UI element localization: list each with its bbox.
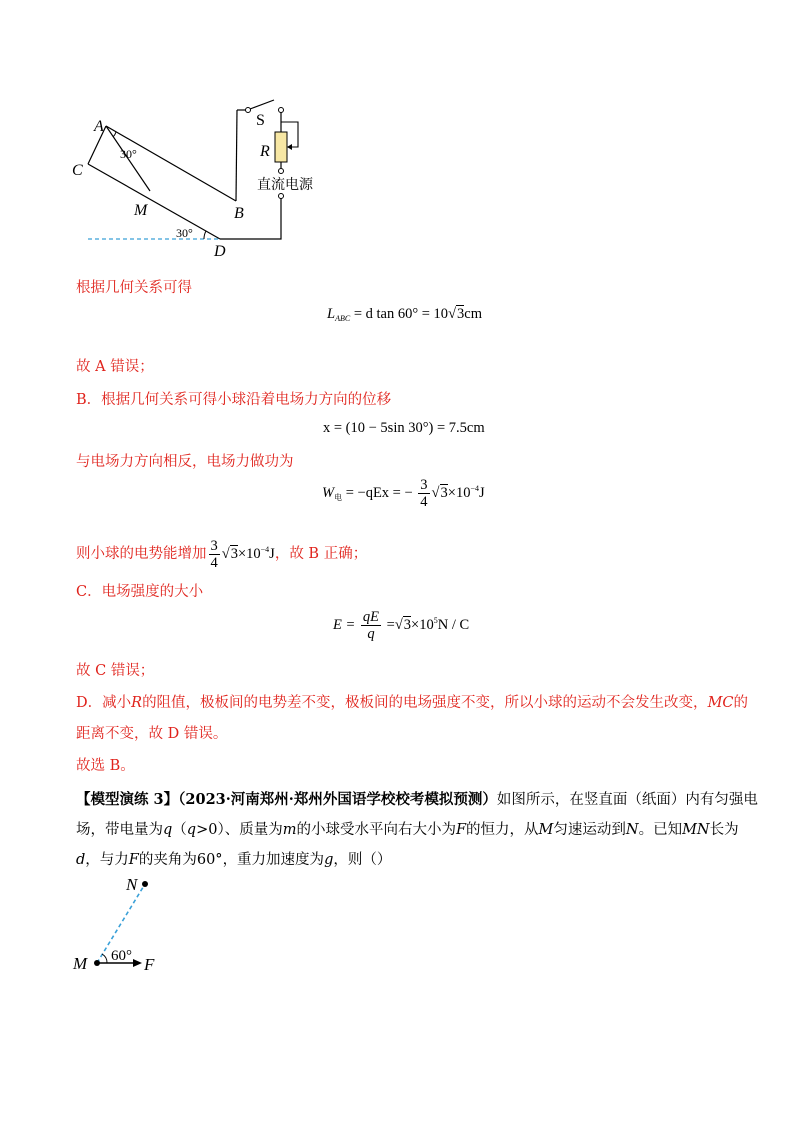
w-mid: = −qEx = − [345,484,413,501]
p2-q: q [163,822,173,838]
part-b-eq-w: $W_电 = -qEx$ = − $\frac{3}{4}$ $√3\times 10^{-4}J$ [322,477,485,510]
conc-num: 3 [210,538,218,554]
d-c: 的 [733,695,749,711]
p3-d: d [76,852,86,868]
label-n: N [126,875,138,894]
d-mc: MC [707,695,734,711]
label-m: M [134,202,148,219]
label-b: B [234,205,244,222]
wire-to-d [220,198,281,239]
part-c-equation: E = $\frac{qE}{q}$ $=√3\times 10^5N / C$ [333,609,470,642]
angle-60: 60° [111,948,132,964]
d-b: 的阻值，极板间的电势差不变，极板间的电场强度不变，所以小球的运动不会发生改变， [142,695,708,711]
e-exp: 5 [433,615,438,625]
conc-den: 4 [210,555,218,571]
part-a-conclusion: 故 A 错误； [76,359,154,375]
conc-tail: ×10 [237,545,261,562]
conc-unit: J [269,545,275,562]
eq-unit: cm [464,306,482,322]
w-den: 4 [420,494,428,510]
angle-bottom: 30° [176,226,193,240]
part-b-conclusion: 则小球的电势能增加 $\frac{3}{4}$ $√3\times 10^{-4}J$，故 B 正确； [76,538,368,571]
part-a-equation: $L_{ABC} = d$ tan 60° = 10√3cm [327,306,482,323]
p3-g: g [324,852,334,868]
p2-cond-end: >0）、质量为 [196,822,283,838]
p3-e: ，则（） [333,852,392,868]
rheostat-r [275,132,287,162]
part-b-eq-x: x = (10 − 5sin 30°) = 7.5cm [323,420,485,436]
part-a-intro: 根据几何关系可得 [76,280,192,296]
e-unit: N / C [437,616,470,633]
conc-pre: 则小球的电势能增加 [76,545,207,562]
angle-top: 30° [120,147,137,161]
part-d-line1 [76,693,748,713]
problem-tag: 【模型演练 3】 [76,791,179,808]
p3-a: ，与力 [85,852,129,868]
e-num: qE [362,609,380,625]
label-a: A [94,118,104,135]
e-lhs: E = [333,616,356,633]
p2-f: F [455,822,467,838]
problem-line3 [76,850,391,870]
p2-c: 的恒力，从 [466,822,539,838]
point-n [142,881,148,887]
part-d-line2: 距离不变，故 D 错误。 [76,726,228,742]
plate-edge-ab [106,126,236,201]
conc-exp: −4 [260,544,270,554]
circuit-figure [70,92,370,264]
problem-line1-tail: 如图所示，在竖直面（纸面）内有匀强电 [496,792,758,808]
eq-root: 3 [457,306,465,322]
point-m [94,960,100,966]
label-d: D [214,243,226,260]
p2-cond: （ [172,822,187,838]
label-c: C [72,162,83,179]
d-r: R [131,695,143,711]
plate-edge-cd [88,164,220,239]
part-c-conclusion: 故 C 错误； [76,663,155,679]
p3-c: ，重力加速度为 [222,852,325,868]
e-root: 3 [403,616,412,633]
problem-line2 [76,820,739,840]
p2-a: 场，带电量为 [76,822,163,838]
w-exp: −4 [470,483,479,493]
w-num: 3 [420,477,428,493]
p2-b: 的小球受水平向右大小为 [296,822,456,838]
label-s: S [256,112,265,129]
p2-m: m [282,822,297,838]
p2-d: 匀速运动到 [553,822,626,838]
p2-m2: M [538,822,554,838]
eq-l-sub: ABC [335,314,351,323]
problem-line1 [76,790,758,810]
p3-f: F [128,852,139,868]
e-den: q [367,626,375,642]
p2-f2: 长为 [709,822,739,838]
conc-root: 3 [230,545,238,562]
w-unit: J [478,484,485,501]
e-tail: ×10 [411,616,434,633]
w-root: 3 [440,484,448,501]
e-eq: = [386,616,395,633]
eq-rhs: = d tan 60° = 10 [353,306,449,322]
p2-n: N [625,822,639,838]
p2-cond-q: q [186,822,197,838]
w-tail: ×10 [447,484,471,501]
problem-source: （2023·河南郑州·郑州外国语学校校考模拟预测） [178,791,497,808]
power-label: 直流电源 [257,178,313,193]
force-figure [70,870,180,980]
answer: 故选 B。 [76,758,135,774]
label-f: F [144,955,155,974]
p3-b: 的夹角为 [138,852,197,868]
w-sub: 电 [334,492,343,502]
p2-mn: MN [682,822,710,838]
label-m2: M [73,954,88,973]
w-lhs: W [322,484,335,501]
d-a: D．减小 [76,695,132,711]
part-b-intro: B．根据几何关系可得小球沿着电场力方向的位移 [76,392,392,408]
label-r: R [260,143,270,160]
p3-angle: 60° [196,852,223,868]
eq-l: L [327,306,336,322]
conc-post: ，故 B 正确； [274,545,368,562]
switch-s [250,100,274,109]
part-c-intro: C．电场强度的大小 [76,584,204,600]
part-b-line2: 与电场力方向相反，电场力做功为 [76,454,294,470]
p2-e: 。已知 [638,822,683,838]
wire-b-up [236,110,237,201]
